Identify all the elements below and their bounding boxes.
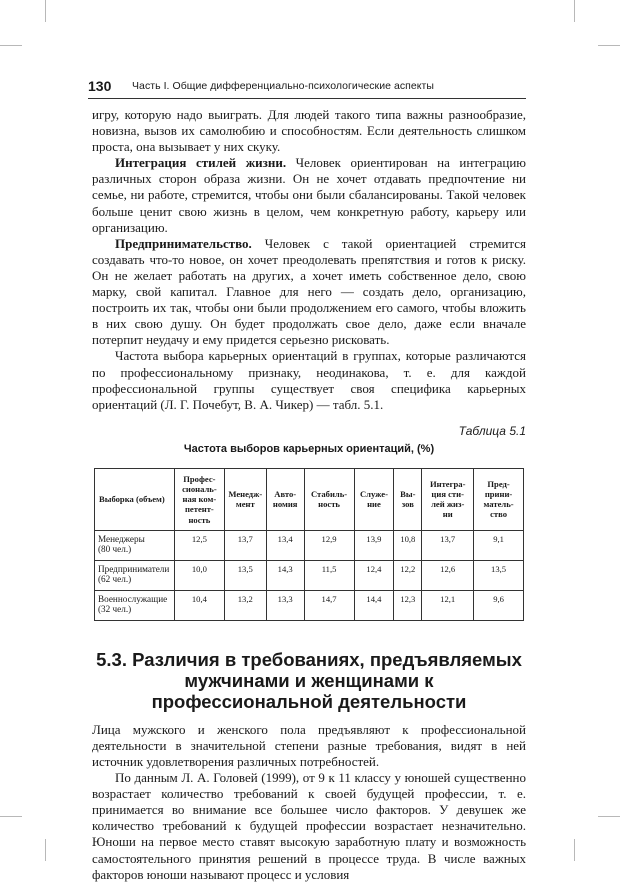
cell-line: матель- <box>483 499 514 510</box>
paragraph <box>92 722 526 770</box>
paragraph <box>92 236 526 349</box>
table-row <box>95 590 524 620</box>
cell-line: петент- <box>184 504 214 515</box>
table-cell: 13,7 <box>224 530 266 560</box>
cell-line: мент <box>235 499 255 510</box>
paragraph <box>92 348 526 412</box>
crop-mark <box>598 45 620 46</box>
table-header-cell <box>474 468 524 530</box>
cell-line: лей жиз- <box>431 499 465 510</box>
table-header-cell: Выборка (объем) <box>95 468 175 530</box>
page-body <box>92 107 526 883</box>
table-cell-group <box>95 530 175 560</box>
career-orientation-table <box>94 468 524 621</box>
running-title: Часть I. Общие дифференциально-психологические аспекты <box>132 80 434 92</box>
cell-line: ность <box>318 499 340 510</box>
table-cell: 12,4 <box>354 560 394 590</box>
crop-mark <box>574 839 575 861</box>
table-cell: 12,5 <box>174 530 224 560</box>
cell-line: Предприниматели <box>98 563 170 574</box>
table-cell: 14,7 <box>304 590 354 620</box>
table-cell: 14,3 <box>266 560 304 590</box>
section-heading: 5.3. Различия в требованиях, предъявляемых мужчинами и женщинами к профессиональной деятельности <box>96 648 522 712</box>
table-label: Таблица 5.1 <box>458 423 526 438</box>
header-text <box>356 489 393 509</box>
table-cell: 13,7 <box>422 530 474 560</box>
paragraph-text: Человек ориентирован на интеграцию различных сторон образа жизни. Он не хочет отдавать предпочтение ни семье, ни работе, стремится, чтобы они были сбалансированы. Такой человек больше ценит свою жизнь в целом, чем конкретную работу, карьеру или организацию. <box>92 155 526 235</box>
paragraph-lead: Предпринимательство. <box>115 235 252 251</box>
table-cell: 10,8 <box>394 530 422 560</box>
crop-mark <box>45 0 46 22</box>
table-cell: 13,5 <box>474 560 524 590</box>
header-text <box>423 479 472 520</box>
cell-line: прини- <box>484 489 513 500</box>
cell-line: Вы- <box>400 489 416 500</box>
header-text <box>475 479 522 520</box>
crop-mark <box>574 0 575 22</box>
cell-line: ние <box>367 499 381 510</box>
cell-line: Военнослужащие <box>98 593 168 604</box>
cell-line: ни <box>442 509 453 520</box>
table-cell: 13,3 <box>266 590 304 620</box>
paragraph-text: игру, которую надо выиграть. Для людей такого типа важны разнообразие, новизна, вызов их самолюбию и способностям. Если деятельность слишком проста, она вызывает у них скуку. <box>92 107 526 155</box>
table-header-cell <box>304 468 354 530</box>
cell-line: Менеджеры <box>98 533 145 544</box>
group-text <box>98 534 173 554</box>
table-row <box>95 530 524 560</box>
table-row <box>95 560 524 590</box>
cell-line: ная ком- <box>182 494 217 505</box>
cell-line: Менедж- <box>228 489 263 500</box>
table-cell: 9,6 <box>474 590 524 620</box>
header-text <box>306 489 353 509</box>
group-text <box>98 594 173 614</box>
table-cell: 12,6 <box>422 560 474 590</box>
table-title: Частота выборов карьерных ориентаций, (%) <box>183 442 435 455</box>
table-header-cell <box>266 468 304 530</box>
crop-mark <box>0 45 22 46</box>
table-cell: 13,2 <box>224 590 266 620</box>
paragraph-text: Человек с такой ориентацией стремится создавать что-то новое, он хочет преодолевать препятствия и готов к риску. Он не желает работать на других, а хочет иметь собственное дело, свою марку, свой капитал. Главное для него — создать дело, организацию, построить их так, чтобы они были продолжением его самого, чтобы вложить в них свою душу. Он будет продолжать свое дело, даже если вначале потерпит неудачу и ему придется серьезно рисковать. <box>92 235 526 348</box>
paragraph-text: Частота выбора карьерных ориентаций в группах, которые различаются по профессиональному признаку, неодинакова, т. е. для каждой профессиональной группы существует своя специфика карьерных ориентаций (Л. Г. Почебут, В. А. Чикер) — табл. 5.1. <box>92 348 526 412</box>
table-header-cell <box>394 468 422 530</box>
table-cell: 12,9 <box>304 530 354 560</box>
cell-line: Интегра- <box>429 478 466 489</box>
crop-mark <box>0 816 22 817</box>
paragraph-text: По данным Л. А. Головей (1999), от 9 к 11 классу у юношей существенно возрастает количество требований к своей будущей профессии, т. е. принимается во внимание все большее число факторов. У девушек же количество требований к будущей профессии возрастает незначительно. Юноши на первое место ставят высокую заработную плату и возможность самостоятельного принятия решений в процессе труда. В числе важных факторов юноши называют процесс и условия <box>92 770 526 882</box>
table-cell: 10,4 <box>174 590 224 620</box>
cell-line: Стабиль- <box>310 489 348 500</box>
header-text <box>226 489 265 509</box>
table-cell: 12,2 <box>394 560 422 590</box>
paragraph <box>92 107 526 155</box>
table-header-cell <box>422 468 474 530</box>
page-number: 130 <box>88 78 112 94</box>
table-cell-group <box>95 590 175 620</box>
cell-line: ность <box>188 514 211 525</box>
table-header-cell <box>224 468 266 530</box>
table-cell-group <box>95 560 175 590</box>
paragraph <box>92 770 526 883</box>
header-text <box>268 489 303 509</box>
table-header-cell <box>174 468 224 530</box>
paragraph-lead: Интеграция стилей жизни. <box>115 155 287 171</box>
table-cell: 14,4 <box>354 590 394 620</box>
table-cell: 12,1 <box>422 590 474 620</box>
group-text <box>98 564 173 584</box>
cell-line: (80 чел.) <box>98 543 132 554</box>
cell-line: зов <box>401 499 414 510</box>
cell-line: сиональ- <box>182 483 217 494</box>
paragraph-text: Лица мужского и женского пола предъявляют к профессиональной деятельности в значительной степени разные требования, видят в ней источник удовлетворения различных потребностей. <box>92 721 526 769</box>
table-header-cell <box>354 468 394 530</box>
cell-line: Профес- <box>183 473 216 484</box>
cell-line: ство <box>490 509 508 520</box>
paragraph <box>92 155 526 235</box>
page-header <box>88 78 526 99</box>
table-cell: 13,5 <box>224 560 266 590</box>
cell-line: (32 чел.) <box>98 603 132 614</box>
crop-mark <box>45 839 46 861</box>
cell-line: ция сти- <box>431 489 464 500</box>
cell-line: Пред- <box>487 478 510 489</box>
table-cell: 12,3 <box>394 590 422 620</box>
cell-line: номия <box>272 499 298 510</box>
table-cell: 9,1 <box>474 530 524 560</box>
table-cell: 13,4 <box>266 530 304 560</box>
header-text <box>395 489 420 509</box>
cell-line: (62 чел.) <box>98 573 132 584</box>
table-cell: 10,0 <box>174 560 224 590</box>
cell-line: Служе- <box>359 489 388 500</box>
header-text <box>176 474 223 525</box>
table-cell: 13,9 <box>354 530 394 560</box>
table-cell: 11,5 <box>304 560 354 590</box>
cell-line: Авто- <box>274 489 297 500</box>
crop-mark <box>598 816 620 817</box>
